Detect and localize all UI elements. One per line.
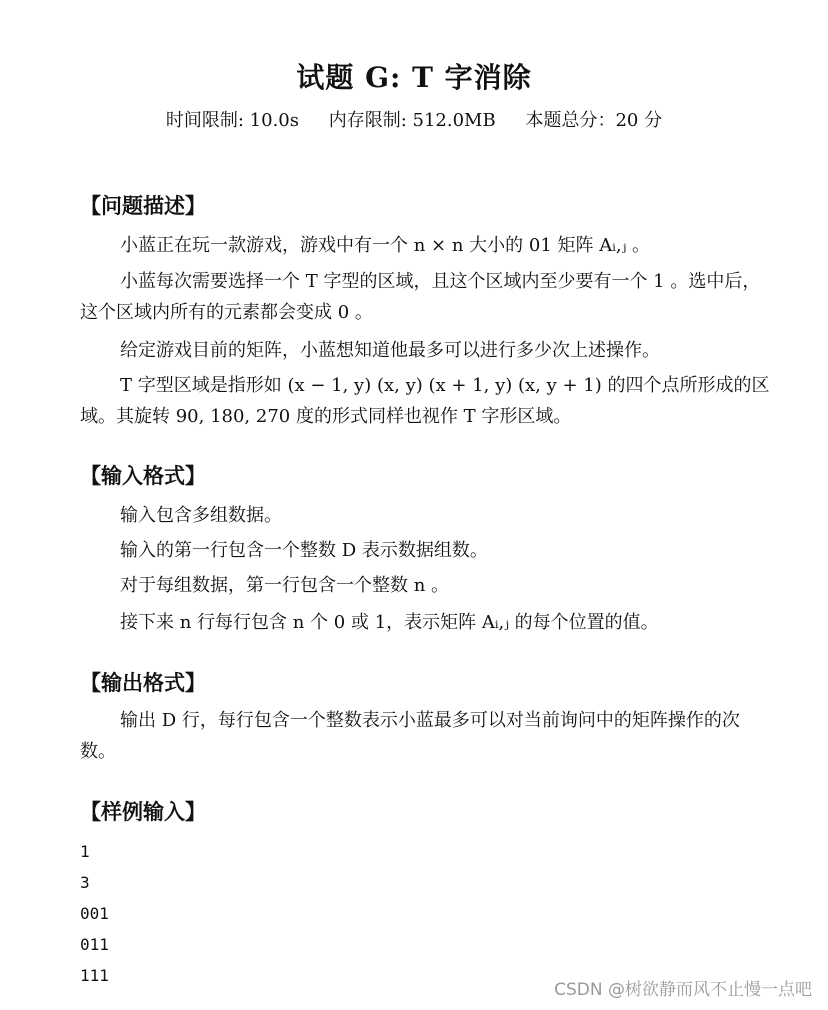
input-paragraph-4: 接下来 n 行每行包含 n 个 0 或 1，表示矩阵 Aᵢ,ⱼ 的每个位置的值。 xyxy=(120,612,659,633)
description-paragraph-3: 给定游戏目前的矩阵，小蓝想知道他最多可以进行多少次上述操作。 xyxy=(120,340,660,361)
problem-title: 试题 G: T 字消除 xyxy=(296,61,532,94)
input-paragraph-2: 输入的第一行包含一个整数 D 表示数据组数。 xyxy=(120,540,488,561)
input-paragraph-1: 输入包含多组数据。 xyxy=(120,505,282,526)
section-heading-output: 【输出格式】 xyxy=(80,671,206,695)
limits-line xyxy=(0,106,828,132)
section-heading-sample-input: 【样例输入】 xyxy=(80,800,206,824)
description-paragraph-1: 小蓝正在玩一款游戏，游戏中有一个 n × n 大小的 01 矩阵 Aᵢ,ⱼ 。 xyxy=(120,235,651,256)
total-score: 本题总分：20 分 xyxy=(525,110,663,131)
sample-line: 3 xyxy=(80,873,90,892)
sample-line: 011 xyxy=(80,935,109,954)
section-heading-description: 【问题描述】 xyxy=(80,194,206,218)
sample-line: 111 xyxy=(80,966,109,985)
memory-limit: 内存限制: 512.0MB xyxy=(328,110,496,131)
csdn-watermark: CSDN @树欲静而风不止慢一点吧 xyxy=(554,980,812,1000)
input-paragraph-3: 对于每组数据，第一行包含一个整数 n 。 xyxy=(120,575,450,596)
description-paragraph-4: T 字型区域是指形如 (x − 1, y) (x, y) (x + 1, y) (x, y + 1) 的四个点所形成的区域。其旋转 90, 180, 270 度的形式同样也视作 T 字形区域。 xyxy=(80,375,770,427)
output-paragraph-1: 输出 D 行，每行包含一个整数表示小蓝最多可以对当前询问中的矩阵操作的次数。 xyxy=(80,710,740,762)
description-paragraph-2: 小蓝每次需要选择一个 T 字型的区域，且这个区域内至少要有一个 1 。选中后，这个区域内所有的元素都会变成 0 。 xyxy=(80,271,761,323)
sample-line: 1 xyxy=(80,842,90,861)
time-limit: 时间限制: 10.0s xyxy=(165,110,299,131)
section-heading-input: 【输入格式】 xyxy=(80,464,206,488)
sample-line: 001 xyxy=(80,904,109,923)
